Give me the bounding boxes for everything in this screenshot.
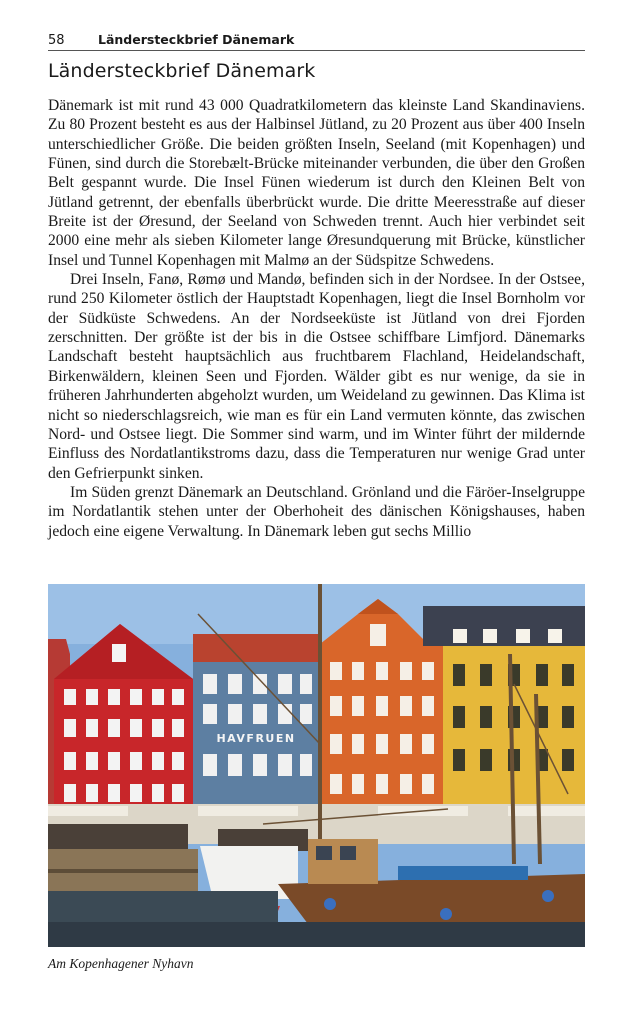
havfruen-house [193, 634, 320, 819]
photo-caption: Am Kopenhagener Nyhavn [48, 956, 194, 971]
paragraph: Dänemark ist mit rund 43 000 Quadratkilometern das kleinste Land Skandinaviens. Zu 80 Prozent besteht es aus der Halbinsel Jütland, zu 20 Prozent aus über 400 Inseln unterschiedlicher Größe. Die beiden größten Inseln, Seeland (mit Kopenhagen) und Fünen, sind durch die Storebælt-Brücke miteinander verbunden, die über den Großen Belt gespannt wurde. Die Insel Fünen wiederum ist durch den Kleinen Belt von Jütland getrennt, der ebenfalls überbrückt wurde. Die dritte Meeresstraße auf dieser Breite ist der Øresund, der Seeland von Schweden trennt. Auch hier verbindet seit 2000 eine mehr als sieben Kilometer lange Øresundquerung mit Brücke, künstlicher Insel und Tunnel Kopenhagen mit Malmø an der Südspitze Schwedens. [48, 97, 585, 269]
nyhavn-photo [48, 584, 585, 947]
paragraph: Drei Inseln, Fanø, Rømø und Mandø, befinden sich in der Nordsee. In der Ostsee, rund 250 Kilometer östlich der Hauptstadt Kopenhagen, liegt die Insel Bornholm vor der Südküste Schwedens. An der Nordseeküste ist Jütland von drei Fjorden zerschnitten. Der größte ist der bis in die Ostsee schiffbare Limfjord. Dänemarks Landschaft besteht hauptsächlich aus fruchtbarem Flachland, Heidelandschaft, Birkenwäldern, kleinen Seen und Fjorden. Wälder gibt es nur wenige, da sie in früheren Jahrhunderten abgeholzt wurden, um Weideland zu gewinnen. Das Klima ist nicht so niederschlagsreich, wie man es für ein Land vermuten könnte, das zwischen Nord- und Ostsee liegt. Die Sommer sind warm, und im Winter führt der mildernde Einfluss des Nordatlantikstroms dazu, dass die Temperaturen nur wenige Grad unter den Gefrierpunkt sinken. [48, 271, 585, 482]
chapter-title: Ländersteckbrief Dänemark [48, 60, 316, 82]
paragraph: Im Süden grenzt Dänemark an Deutschland. Grönland und die Färöer-Inselgruppe im Nordatlantik stehen unter der Oberhoheit des dänischen Königshauses, haben jedoch eine eigene Verwaltung. In Dänemark leben gut sechs Millio [48, 483, 585, 540]
yellow-house [423, 606, 585, 819]
canal-water [48, 922, 585, 947]
nyhavn-illustration [48, 584, 585, 947]
havfruen-sign: HAVFRUEN [216, 732, 296, 745]
running-header [48, 30, 585, 51]
page-number: 58 [48, 33, 65, 48]
running-title: Ländersteckbrief Dänemark [98, 32, 295, 47]
body-text [48, 96, 585, 541]
